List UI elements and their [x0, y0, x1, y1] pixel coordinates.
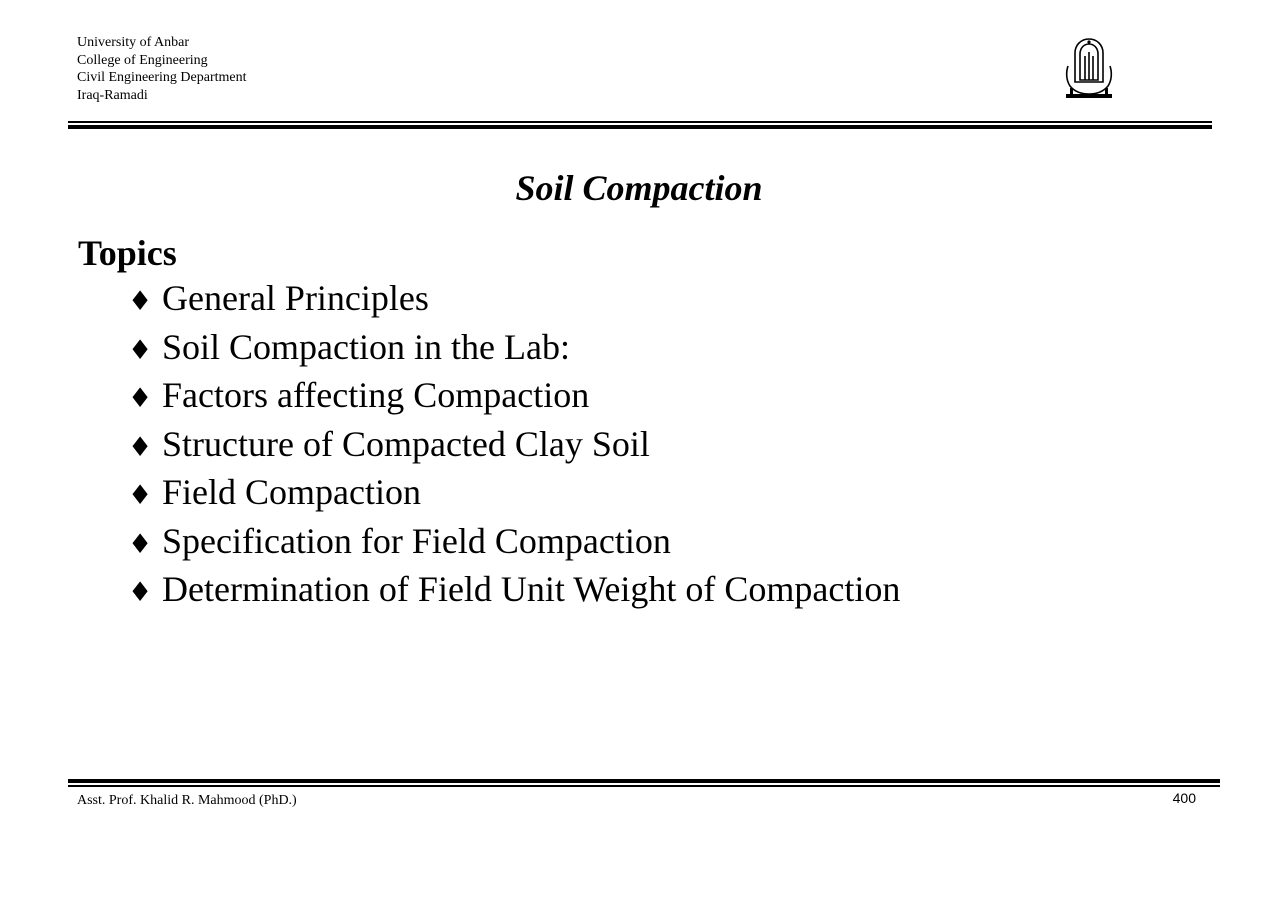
header-college: College of Engineering — [77, 52, 208, 68]
diamond-bullet-icon: ♦ — [128, 480, 153, 511]
header-department: Civil Engineering Department — [77, 70, 247, 85]
topic-label: Determination of Field Unit Weight of Compaction — [162, 569, 901, 609]
diamond-bullet-icon: ♦ — [128, 577, 153, 608]
list-item — [128, 373, 900, 422]
list-item — [128, 470, 900, 519]
diamond-bullet-icon: ♦ — [128, 334, 153, 366]
topic-label: Specification for Field Compaction — [162, 520, 671, 561]
diamond-bullet-icon: ♦ — [128, 383, 153, 414]
list-item — [128, 422, 900, 471]
footer-author: Asst. Prof. Khalid R. Mahmood (PhD.) — [77, 793, 297, 808]
list-item — [128, 567, 900, 616]
list-item — [128, 519, 900, 568]
list-item — [128, 276, 900, 325]
topic-label: General Principles — [162, 278, 429, 318]
header-divider-thick — [68, 125, 1212, 129]
header-divider-thin — [68, 121, 1212, 123]
header-university: University of Anbar — [77, 35, 189, 50]
topic-label: Soil Compaction in the Lab: — [162, 326, 570, 367]
diamond-bullet-icon: ♦ — [128, 431, 153, 463]
topics-list — [128, 276, 900, 616]
page-title: Soil Compaction — [515, 168, 763, 208]
list-item — [128, 325, 900, 374]
header-location: Iraq-Ramadi — [77, 87, 148, 103]
institution-header — [77, 34, 247, 104]
topic-label: Structure of Compacted Clay Soil — [162, 423, 650, 464]
diamond-bullet-icon: ♦ — [128, 286, 153, 317]
topic-label: Field Compaction — [162, 472, 421, 512]
topics-heading: Topics — [78, 233, 177, 273]
topic-label: Factors affecting Compaction — [162, 375, 590, 415]
diamond-bullet-icon: ♦ — [128, 528, 153, 560]
university-emblem-icon — [1060, 36, 1118, 102]
footer-divider-thick — [68, 779, 1220, 783]
footer-divider-thin — [68, 785, 1220, 787]
page-number: 400 — [1172, 790, 1196, 806]
